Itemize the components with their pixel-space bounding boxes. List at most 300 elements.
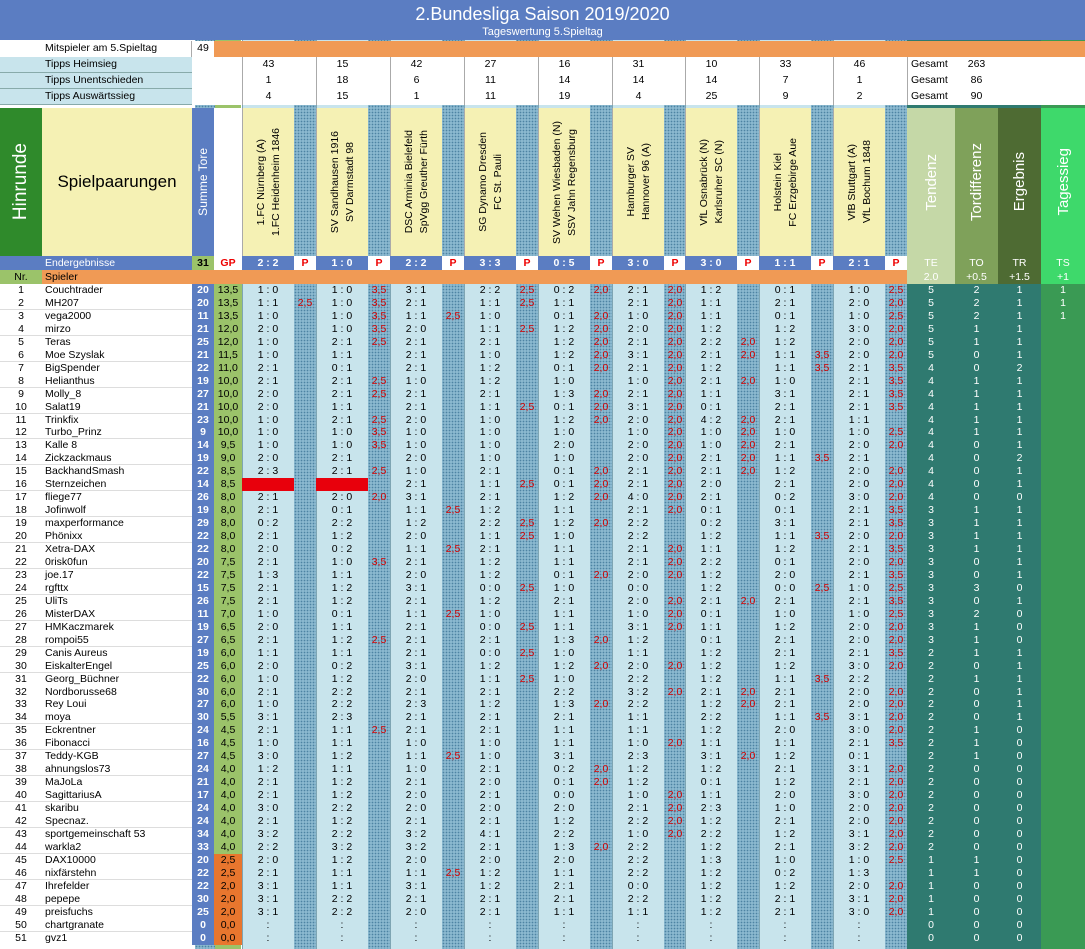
match-points: 2,5	[445, 309, 461, 322]
te-points: 3	[928, 594, 934, 607]
tip: 2 : 1	[553, 892, 575, 905]
tip: 3 : 2	[848, 840, 870, 853]
tip: 1 : 0	[627, 737, 649, 750]
match-points: 2,0	[888, 905, 904, 918]
tip: 0 : 1	[553, 465, 575, 478]
gp-points: 6,5	[214, 634, 242, 647]
match-points	[516, 828, 538, 841]
tip: 3 : 1	[774, 387, 796, 400]
match-points: 2,5	[519, 296, 535, 309]
gp-points: 6,0	[214, 698, 242, 711]
tr-points: 0	[1016, 918, 1023, 931]
tip: 1 : 0	[774, 802, 796, 814]
tip: 3 : 2	[627, 685, 649, 698]
te-points: 3	[928, 568, 934, 581]
tip: 0 : 2	[331, 543, 353, 555]
tip: 1 : 2	[774, 465, 796, 478]
tr-points: 1	[1016, 568, 1023, 581]
match-points	[294, 414, 316, 427]
gp-points: 7,5	[214, 569, 242, 582]
tip: 1 : 2	[331, 853, 353, 866]
row-nr: 18	[0, 504, 42, 517]
row-nr: 37	[0, 750, 42, 763]
tip: 1 : 0	[553, 646, 575, 659]
match-points: 2,5	[519, 672, 535, 685]
player-name: rompoi55	[42, 634, 192, 647]
tip: 1 : 2	[479, 361, 501, 374]
match-points	[590, 802, 612, 815]
away-team: SV Darmstadt 98	[344, 142, 356, 222]
tip: 1 : 2	[700, 763, 722, 776]
tip: 2 : 0	[627, 439, 649, 452]
match-points	[664, 530, 686, 543]
to-points: 0	[973, 802, 980, 814]
te-points: 1	[928, 879, 934, 892]
row-nr: 16	[0, 478, 42, 491]
tip: 1 : 2	[774, 827, 796, 840]
tip: 2 : 0	[257, 853, 279, 866]
title-bar	[0, 0, 1085, 40]
tip: 1 : 2	[700, 724, 722, 737]
match-points	[294, 349, 316, 362]
table-row	[0, 789, 1085, 802]
tip: 2 : 1	[774, 439, 796, 452]
match-points	[664, 724, 686, 737]
tip: 2 : 2	[627, 814, 649, 827]
gp-label: GP	[214, 256, 242, 270]
match-points	[294, 426, 316, 439]
table-row	[0, 841, 1085, 854]
match-points	[811, 414, 833, 427]
tip: 2 : 0	[848, 439, 870, 452]
row-nr: 2	[0, 297, 42, 310]
gp-points: 4,5	[214, 724, 242, 737]
match-points	[516, 698, 538, 711]
tip: 1 : 2	[627, 633, 649, 646]
gp-points: 9,0	[214, 452, 242, 465]
player-name: nixfärstehn	[42, 867, 192, 880]
tip: 2 : 1	[405, 348, 427, 361]
tip: 2 : 1	[700, 452, 722, 465]
tip: 2 : 1	[627, 387, 649, 400]
tip: 1 : 2	[700, 905, 722, 918]
row-nr: 46	[0, 867, 42, 880]
tip: 1 : 1	[331, 724, 353, 737]
ts-points	[1041, 491, 1085, 504]
match-points	[368, 349, 390, 362]
match-points	[516, 880, 538, 893]
gp-points: 5,5	[214, 711, 242, 724]
tip: 2 : 2	[257, 840, 279, 853]
match-points: 3,5	[814, 711, 830, 724]
match-points	[294, 828, 316, 841]
row-nr: 34	[0, 711, 42, 724]
tip: 2 : 1	[774, 892, 796, 905]
match-points: 3,5	[814, 530, 830, 542]
tip: 1 : 2	[479, 504, 501, 517]
match-points	[516, 375, 538, 388]
match-points	[885, 673, 907, 686]
ts-points	[1041, 439, 1085, 452]
tip: 2 : 0	[848, 814, 870, 827]
tr-label: TR +1.5	[998, 256, 1041, 284]
match-points	[442, 621, 464, 634]
match-points	[737, 621, 759, 634]
tip: 2 : 2	[700, 827, 722, 840]
match-points	[294, 698, 316, 711]
tip: 1 : 0	[257, 439, 279, 452]
player-name: SagittariusA	[42, 789, 192, 802]
summe-tore: 19	[192, 375, 214, 388]
tip: 2 : 1	[257, 789, 279, 801]
table-row	[0, 919, 1085, 932]
ts-points	[1041, 802, 1085, 815]
gp-points: 10,0	[214, 375, 242, 388]
match-points: 2,5	[519, 620, 535, 633]
tr-points: 1	[1016, 387, 1023, 400]
tip: :	[636, 918, 640, 931]
match-result-8: 1 : 1	[759, 256, 811, 270]
tip: 1 : 1	[553, 724, 575, 737]
tip: 2 : 2	[479, 517, 501, 530]
tip: 1 : 2	[331, 814, 353, 827]
te-points: 3	[928, 530, 934, 542]
ts-points	[1041, 686, 1085, 699]
match-points	[516, 750, 538, 763]
gp-points: 12,0	[214, 336, 242, 349]
match-points	[590, 893, 612, 906]
tip: 3 : 0	[257, 750, 279, 763]
tip: 2 : 1	[479, 711, 501, 724]
tip: 3 : 1	[257, 879, 279, 892]
match-points	[294, 595, 316, 608]
match-points	[664, 647, 686, 660]
tr-points: 0	[1016, 776, 1023, 789]
tip: 1 : 3	[257, 568, 279, 581]
tip: 1 : 2	[479, 556, 501, 568]
to-points: 0	[973, 465, 980, 478]
tip: 1 : 0	[627, 426, 649, 439]
tip: 2 : 1	[627, 465, 649, 478]
tip: 0 : 1	[774, 284, 796, 296]
ts-points	[1041, 452, 1085, 465]
match-points	[664, 867, 686, 880]
ts-points	[1041, 660, 1085, 673]
tip: :	[340, 931, 344, 944]
tip: 1 : 1	[627, 646, 649, 659]
tip: 2 : 1	[405, 724, 427, 737]
tip: 1 : 0	[405, 763, 427, 776]
tip: 1 : 2	[331, 581, 353, 594]
tip: 1 : 2	[627, 776, 649, 789]
tip: 3 : 0	[848, 491, 870, 504]
tip: 2 : 1	[479, 491, 501, 504]
match-points	[811, 737, 833, 750]
summe-tore: 30	[192, 686, 214, 699]
tip: 1 : 2	[553, 814, 575, 827]
te-points: 3	[928, 543, 934, 555]
tr-points: 1	[1016, 594, 1023, 607]
match-points: 2,0	[667, 659, 683, 672]
match-points	[516, 724, 538, 737]
tip: 2 : 1	[627, 284, 649, 296]
tip: 1 : 1	[774, 452, 796, 465]
tip: 2 : 1	[331, 374, 353, 387]
row-nr: 44	[0, 841, 42, 854]
row-nr: 11	[0, 414, 42, 427]
tip: 2 : 1	[331, 335, 353, 348]
match-points	[516, 388, 538, 401]
match-points	[294, 673, 316, 686]
tip: 2 : 1	[405, 633, 427, 646]
match-points	[294, 401, 316, 414]
tip: 1 : 2	[627, 763, 649, 776]
ts-label: TS +1	[1041, 256, 1085, 284]
match-points: 2,0	[740, 374, 756, 387]
tr-points: 0	[1016, 750, 1023, 763]
to-points: 0	[973, 776, 980, 789]
tip: 1 : 1	[553, 543, 575, 555]
match-points: 3,5	[888, 646, 904, 659]
te-points: 5	[928, 284, 934, 296]
player-name: UliTs	[42, 595, 192, 608]
match-points	[516, 841, 538, 854]
row-nr: 10	[0, 401, 42, 414]
tip: 2 : 2	[700, 711, 722, 724]
match-points	[368, 867, 390, 880]
match-points: 2,5	[297, 296, 313, 309]
tip: 2 : 0	[257, 400, 279, 413]
tip: 1 : 1	[627, 905, 649, 918]
tr-points: 0	[1016, 905, 1023, 918]
tip: 0 : 1	[553, 776, 575, 789]
match-points	[294, 621, 316, 634]
tip-count-tips-home: 27	[464, 57, 516, 73]
table-row	[0, 932, 1085, 945]
tip: 0 : 2	[553, 763, 575, 776]
tip: 1 : 1	[257, 646, 279, 659]
table-row	[0, 686, 1085, 699]
tip: 0 : 0	[627, 879, 649, 892]
match-points	[737, 737, 759, 750]
match-points	[737, 776, 759, 789]
to-points: 0	[973, 711, 980, 724]
match-points: 2,0	[667, 607, 683, 620]
match-points	[516, 414, 538, 427]
tip: 1 : 0	[479, 309, 501, 322]
home-team: VfB Stuttgart (A)	[846, 143, 858, 221]
tr-points: 1	[1016, 530, 1023, 542]
match-points	[294, 737, 316, 750]
tip: 1 : 1	[405, 607, 427, 620]
match-points	[590, 815, 612, 828]
tip: 1 : 0	[627, 607, 649, 620]
tip: :	[636, 931, 640, 944]
tip: 0 : 1	[774, 556, 796, 568]
gp-points: 11,5	[214, 349, 242, 362]
table-row	[0, 543, 1085, 556]
tr-points: 1	[1016, 284, 1023, 296]
match-points	[516, 569, 538, 582]
heim-total: 263	[955, 57, 998, 73]
table-row	[0, 802, 1085, 815]
to-points: 1	[973, 387, 980, 400]
summe-tore: 11	[192, 310, 214, 323]
tip: 2 : 1	[627, 556, 649, 568]
match-points: 2,0	[888, 827, 904, 840]
tip-count-tips-away: 25	[685, 89, 737, 105]
table-row	[0, 556, 1085, 569]
tip: 2 : 1	[405, 620, 427, 633]
te-points: 4	[928, 439, 934, 452]
page-subtitle: Tageswertung 5.Spieltag	[482, 26, 603, 38]
match-points	[811, 297, 833, 310]
te-points: 3	[928, 633, 934, 646]
tipps-heimsieg-label: Tipps Heimsieg	[0, 57, 192, 73]
row-nr: 26	[0, 608, 42, 621]
tr-points: 0	[1016, 840, 1023, 853]
match-points	[590, 504, 612, 517]
tr-points: 1	[1016, 711, 1023, 724]
match-points	[516, 893, 538, 906]
match-points	[368, 776, 390, 789]
match-points	[737, 634, 759, 647]
match-points: 2,0	[593, 478, 609, 491]
match-points	[516, 595, 538, 608]
match-points: 3,5	[371, 296, 387, 309]
match-points	[516, 336, 538, 349]
tip: 2 : 1	[774, 296, 796, 309]
te-points: 2	[928, 802, 934, 814]
match-points	[885, 867, 907, 880]
table-row	[0, 439, 1085, 452]
tip: 2 : 1	[257, 633, 279, 646]
match-points: 2,0	[888, 698, 904, 711]
tip: 1 : 2	[700, 646, 722, 659]
match-points	[737, 582, 759, 595]
tip: 3 : 1	[405, 581, 427, 594]
match-points: 2,0	[667, 789, 683, 801]
match-points	[442, 375, 464, 388]
tip: 0 : 2	[700, 517, 722, 530]
match-points: 2,0	[667, 284, 683, 296]
tip: 2 : 2	[700, 335, 722, 348]
match-points	[811, 439, 833, 452]
match-points	[885, 414, 907, 427]
tr-points: 1	[1016, 322, 1023, 335]
match-points	[811, 569, 833, 582]
tip: 3 : 1	[405, 659, 427, 672]
player-name: Teddy-KGB	[42, 750, 192, 763]
te-points: 2	[928, 737, 934, 750]
to-points: 0	[973, 918, 980, 931]
tip: 1 : 2	[331, 789, 353, 801]
tip: 2 : 2	[553, 827, 575, 840]
match-points: 2,0	[667, 400, 683, 413]
tip: 2 : 1	[774, 478, 796, 491]
match-points	[737, 310, 759, 323]
tr-points: 1	[1016, 698, 1023, 711]
tip: 1 : 1	[479, 478, 501, 491]
tip: 1 : 0	[257, 698, 279, 711]
match-points: 2,5	[888, 426, 904, 439]
match-points	[811, 478, 833, 491]
gp-points: 8,0	[214, 517, 242, 530]
summe-tore: 22	[192, 867, 214, 880]
table-row	[0, 893, 1085, 906]
to-points: 0	[973, 814, 980, 827]
tip: 3 : 1	[553, 750, 575, 763]
match-points	[737, 297, 759, 310]
home-team: 1.FC Nürnberg (A)	[255, 138, 267, 226]
match-points: 2,0	[740, 698, 756, 711]
gesamt-label: Gesamt	[907, 57, 955, 73]
te-points: 2	[928, 763, 934, 776]
tip-count-tips-draw: 14	[538, 73, 590, 89]
summe-tore: 27	[192, 698, 214, 711]
table-row	[0, 452, 1085, 465]
tr-points: 0	[1016, 827, 1023, 840]
summe-tore: 9	[192, 426, 214, 439]
tip: 2 : 1	[331, 465, 353, 478]
tip: 0 : 1	[700, 776, 722, 789]
match-points	[811, 906, 833, 919]
tip: 2 : 0	[405, 322, 427, 335]
match-points	[516, 362, 538, 375]
tip: 2 : 2	[700, 556, 722, 568]
gp-points: 4,0	[214, 802, 242, 815]
te-points: 2	[928, 827, 934, 840]
row-nr: 42	[0, 815, 42, 828]
match-points	[368, 893, 390, 906]
match-points	[294, 660, 316, 673]
summe-tore: 24	[192, 815, 214, 828]
player-name: MH207	[42, 297, 192, 310]
row-nr: 5	[0, 336, 42, 349]
away-team: 1.FC Heidenheim 1846	[270, 128, 282, 236]
tip: 1 : 2	[257, 763, 279, 776]
match-points	[294, 647, 316, 660]
player-name: skaribu	[42, 802, 192, 815]
match-points	[368, 608, 390, 621]
tr-points: 1	[1016, 685, 1023, 698]
tip: 1 : 2	[700, 840, 722, 853]
tip: :	[488, 931, 492, 944]
tip: 2 : 1	[774, 905, 796, 918]
tip: 2 : 1	[627, 361, 649, 374]
mitspieler-label: Mitspieler am 5.Spieltag	[42, 41, 192, 57]
match-points	[811, 789, 833, 802]
match-points	[294, 815, 316, 828]
match-points	[811, 724, 833, 737]
match-points: 2,5	[814, 581, 830, 594]
tip: 1 : 0	[700, 439, 722, 452]
tr-points: 1	[1016, 439, 1023, 452]
tr-points: 1	[1016, 374, 1023, 387]
match-points	[368, 517, 390, 530]
tip: 3 : 2	[405, 840, 427, 853]
tip: 0 : 1	[700, 607, 722, 620]
match-points: 2,0	[740, 594, 756, 607]
tip: 1 : 1	[479, 672, 501, 685]
away-team: FC St. Pauli	[492, 153, 504, 211]
row-nr: 29	[0, 647, 42, 660]
tip: 2 : 2	[479, 284, 501, 296]
tip: 4 : 1	[479, 827, 501, 840]
ts-points	[1041, 582, 1085, 595]
tip: 2 : 0	[774, 789, 796, 801]
table-row	[0, 621, 1085, 634]
